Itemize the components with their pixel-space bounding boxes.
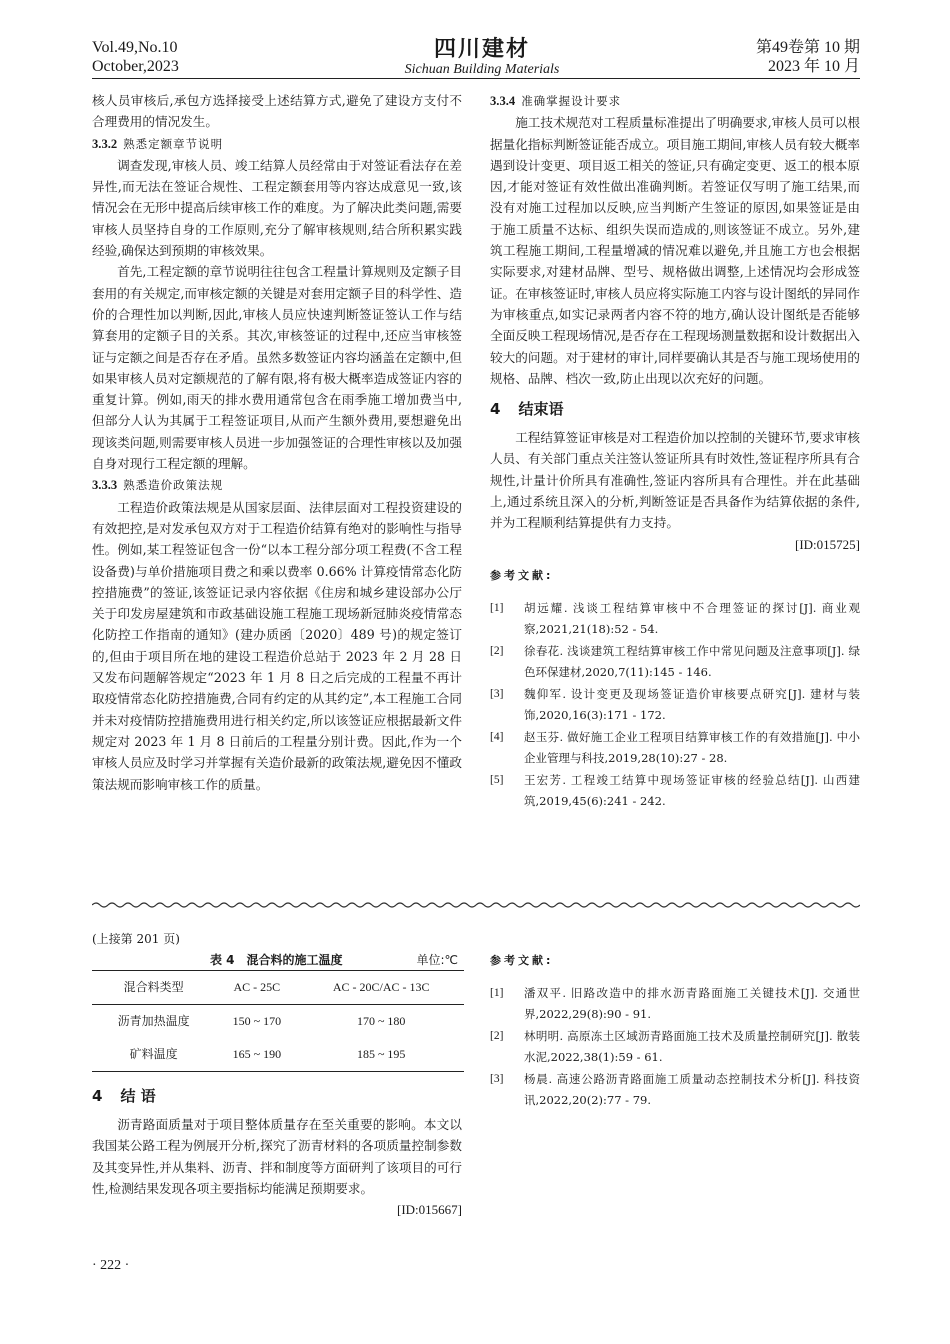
table-header-cell: 混合料类型 bbox=[92, 971, 215, 1005]
section-title: 准确掌握设计要求 bbox=[521, 94, 622, 108]
section-heading-conclusion bbox=[92, 1084, 462, 1108]
paragraph: 调查发现,审核人员、竣工结算人员经常由于对签证看法存在差异性,而无法在签证合规性、工程定额套用等内容达成意见一致,该情况会在无形中提高后续审核工作的难度。为了解决此类问题,需要审核人员坚持自身的工作原则,充分了解审核规则,结合所积累实践经验,确保达到预期的审核效果。 bbox=[92, 157, 462, 259]
table-cell: 165 ~ 190 bbox=[215, 1038, 298, 1072]
section-heading-conclusion bbox=[490, 397, 860, 421]
temperature-table bbox=[92, 970, 464, 1072]
bottom-left-column bbox=[92, 930, 462, 1220]
reference-item: [2] 林明明. 高原冻土区域沥青路面施工技术及质量控制研究[J]. 散装水泥,2022,38(1):59 - 61. bbox=[490, 1029, 860, 1064]
issue-date: October,2023 bbox=[92, 58, 179, 75]
bottom-right-column bbox=[490, 940, 860, 1112]
reference-item: [3] 魏仰军. 设计变更及现场签证造价审核要点研究[J]. 建材与装饰,2020,16(3):171 - 172. bbox=[490, 687, 860, 722]
table-cell: 185 ~ 195 bbox=[298, 1038, 464, 1072]
section-heading-3-3-2 bbox=[92, 133, 462, 155]
section-title: 熟悉定额章节说明 bbox=[123, 136, 224, 151]
reference-list bbox=[490, 598, 860, 811]
article-id: [ID:015667] bbox=[397, 1202, 462, 1218]
journal-logo: 四川建材 bbox=[433, 36, 530, 61]
table-header-cell: AC - 25C bbox=[215, 971, 298, 1005]
table-cell: 矿料温度 bbox=[92, 1038, 215, 1072]
wavy-divider bbox=[92, 900, 860, 910]
page-number: · 222 · bbox=[92, 1258, 130, 1273]
reference-item: [1] 胡远耀. 浅谈工程结算审核中不合理签证的探讨[J]. 商业观察,2021,21(18):52 - 54. bbox=[490, 601, 860, 636]
table-row bbox=[92, 1005, 464, 1039]
table-unit: 单位:℃ bbox=[416, 953, 458, 967]
reference-item: [5] 王宏芳. 工程竣工结算中现场签证审核的经验总结[J]. 山西建筑,2019,45(6):241 - 242. bbox=[490, 773, 860, 808]
continued-note: (上接第 201 页) bbox=[92, 932, 180, 946]
table-caption-row bbox=[92, 948, 462, 970]
section-title: 熟悉造价政策法规 bbox=[123, 478, 224, 493]
left-column bbox=[92, 90, 462, 795]
reference-item: [2] 徐春花. 浅谈建筑工程结算审核工作中常见问题及注意事项[J]. 绿色环保建材,2020,7(11):145 - 146. bbox=[490, 644, 860, 679]
volume-number-cn: 第49卷第 10 期 bbox=[755, 39, 860, 56]
section-number: 4 bbox=[92, 1087, 103, 1105]
paragraph: 核人员审核后,承包方选择接受上述结算方式,避免了建设方支付不合理费用的情况发生。 bbox=[92, 93, 462, 130]
journal-title bbox=[382, 38, 582, 78]
section-number: 4 bbox=[490, 400, 501, 419]
paragraph: 沥青路面质量对于项目整体质量存在至关重要的影响。本文以我国某公路工程为例展开分析,探究了沥青材料的各项质量控制参数及其变异性,并从集料、沥青、拌和制度等方面研判了该项目的可行性,检测结果发现各项主要指标均能满足预期要求。 bbox=[92, 1117, 462, 1196]
section-title: 结束语 bbox=[518, 400, 564, 419]
paragraph: 施工技术规范对工程质量标准提出了明确要求,审核人员可以根据量化指标判断签证能否成立。项目施工期间,审核人员有较大概率遇到设计变更、项目返工相关的签证,只有确定变更、返工的根本原因,才能对签证有效性做出准确判断。若签证仅写明了施工结果,而没有对施工过程加以反映,应当判断产生签证的原因,如果签证是由于施工质量不达标、组织失误而造成的,则该签证不成立。另外,建筑工程施工期间,工程量增减的情况难以避免,并且施工方也会根据实际要求,对建材品牌、型号、规格做出调整,上述情况均会形成签证。在审核签证时,审核人员应将实际施工内容与设计图纸的异同作为审核重点,如实记录两者内容不符的地方,确认设计图纸是否能够全面反映工程现场情况,是否存在工程现场测量数据和设计数据出入较大的问题。对于建材的审计,同样要确认其是否与施工现场使用的规格、品牌、档次一致,防止出现以次充好的问题。 bbox=[490, 115, 860, 386]
header-right bbox=[756, 38, 860, 76]
table-header-row bbox=[92, 971, 464, 1005]
table-caption: 表 4 混合料的施工温度 bbox=[210, 953, 343, 967]
reference-list bbox=[490, 983, 860, 1110]
paragraph: 首先,工程定额的章节说明往往包含工程量计算规则及定额子目套用的有关规定,而审核定额的关键是对套用定额子目的科学性、造价的合理性加以判断,因此,审核人员应快速判断签证签认工作与结算套用的定额子目的关系。其次,审核签证的过程中,还应当审核签证与定额之间是否存在矛盾。虽然多数签证内容均涵盖在定额中,但如果审核人员对定额规范的了解有限,将有极大概率造成签证内容的重复计算。例如,雨天的排水费用通常包含在雨季施工增加费当中,但部分人认为其属于工程签证项目,从而产生额外费用,要想避免出现该类问题,则需要审核人员进一步加强签证的合理性审核以及加强自身对现行工程定额的理解。 bbox=[92, 264, 462, 472]
section-number: 3.3.3 bbox=[92, 478, 118, 493]
references-heading: 参考文献: bbox=[490, 954, 554, 967]
section-heading-3-3-4 bbox=[490, 90, 860, 112]
section-number: 3.3.4 bbox=[490, 94, 516, 108]
header-left bbox=[92, 38, 179, 76]
section-title: 结 语 bbox=[120, 1087, 156, 1105]
article-id: [ID:015725] bbox=[795, 536, 860, 552]
page-header bbox=[92, 38, 860, 79]
paragraph: 工程造价政策法规是从国家层面、法律层面对工程投资建设的有效把控,是对发承包双方对于工程造价结算有绝对的影响性与指导性。例如,某工程签证包含一份“以本工程分部分项工程费(不含工程设备费)与单价措施项目费之和乘以费率 0.66% 计算疫情常态化防控措施费”的签证,该签证记录内容依据《住房和城乡建设部办公厅关于印发房屋建筑和市政基础设施工程施工现场新冠肺炎疫情常态化防控工作指南的通知》(建办质函〔2020〕489 号)的规定签订的,但由于项目所在地的建设工程造价总站于 2023 年 2 月 28 日又发布问题解答规定“2023 年 1 月 8 日之后完成的工程量不再计取疫情常态化防控措施费,合同有约定的从其约定”,本工程施工合同并未对疫情防控措施费用进行相关约定,所以该签证应根据最新文件规定对 2023 年 1 月 8 日前后的工程量分别计费。因此,作为一个审核人员应及时学习并掌握有关造价最新的政策法规,避免因不懂政策法规而影响审核工作的质量。 bbox=[92, 499, 462, 792]
right-column bbox=[490, 90, 860, 813]
reference-item: [4] 赵玉芬. 做好施工企业工程项目结算审核工作的有效措施[J]. 中小企业管理与科技,2019,28(10):27 - 28. bbox=[490, 730, 860, 765]
table-cell: 170 ~ 180 bbox=[356, 1013, 406, 1028]
table-cell: 150 ~ 170 bbox=[232, 1013, 282, 1028]
reference-item: [3] 杨晨. 高速公路沥青路面施工质量动态控制技术分析[J]. 科技资讯,2022,20(2):77 - 79. bbox=[490, 1072, 860, 1107]
paragraph: 工程结算签证审核是对工程造价加以控制的关键环节,要求审核人员、有关部门重点关注签认签证所具有时效性,签证程序所具有合规性,计量计价所具有准确性,签证内容所具有合理性。并在此基础上,通过系统且深入的分析,判断签证是否具备作为结算依据的条件,并为工程顺利结算提供有力支持。 bbox=[490, 430, 860, 531]
reference-item: [1] 潘双平. 旧路改造中的排水沥青路面施工关键技术[J]. 交通世界,2022,29(8):90 - 91. bbox=[490, 986, 860, 1021]
issue-date-cn: 2023 年 10 月 bbox=[767, 58, 860, 75]
section-heading-3-3-3 bbox=[92, 474, 462, 496]
volume-number: Vol.49,No.10 bbox=[92, 39, 178, 56]
table-cell: 沥青加热温度 bbox=[117, 1013, 190, 1028]
table-header-cell: AC - 20C/AC - 13C bbox=[298, 971, 464, 1005]
table-row bbox=[92, 1038, 464, 1072]
section-number: 3.3.2 bbox=[92, 136, 118, 151]
journal-name-en: Sichuan Building Materials bbox=[404, 62, 560, 77]
references-heading: 参考文献: bbox=[490, 568, 554, 582]
